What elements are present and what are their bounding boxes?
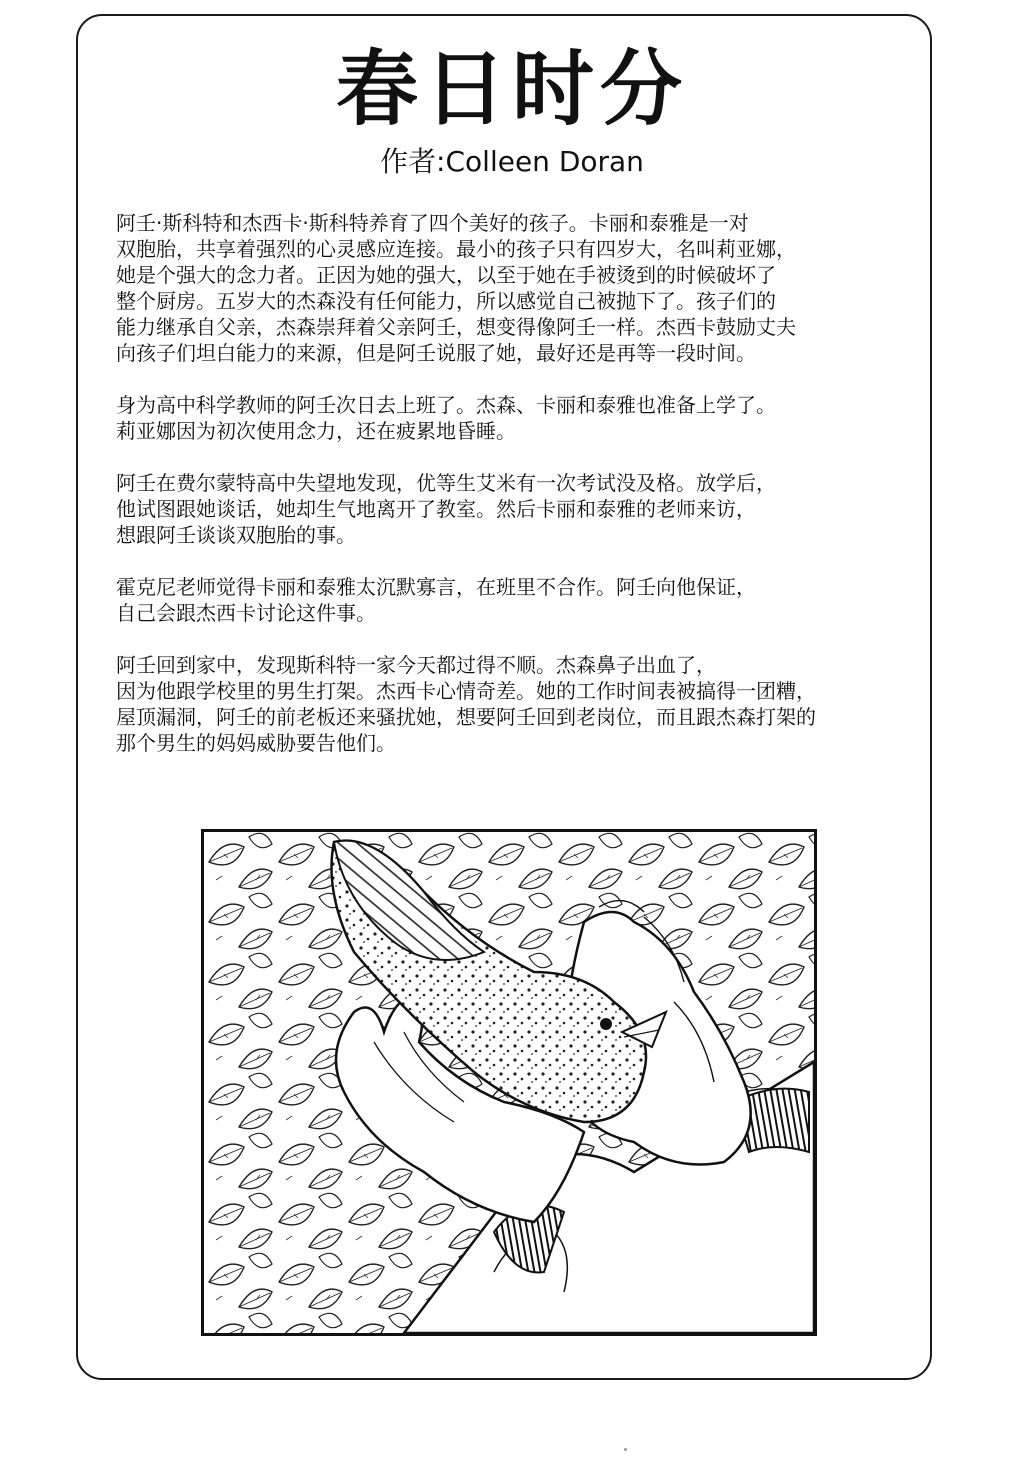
story-summary (116, 210, 916, 782)
illustration-drawing (204, 832, 814, 1333)
paragraph-2: 身为高中科学教师的阿壬次日去上班了。杰森、卡丽和泰雅也准备上学了。 莉亚娜因为初次使用念力，还在疲累地昏睡。 (116, 393, 776, 443)
scan-speck (624, 1448, 627, 1451)
bird-in-hands-illustration (201, 829, 817, 1336)
page-title: 春日时分 (335, 42, 688, 137)
paragraph-3: 阿壬在费尔蒙特高中失望地发现，优等生艾米有一次考试没及格。放学后， 他试图跟她谈话，她却生气地离开了教室。然后卡丽和泰雅的老师来访， 想跟阿壬谈谈双胞胎的事。 (116, 471, 776, 547)
paragraph-4: 霍克尼老师觉得卡丽和泰雅太沉默寡言，在班里不合作。阿壬向他保证， 自己会跟杰西卡讨论这件事。 (116, 575, 756, 625)
paragraph-1: 阿壬·斯科特和杰西卡·斯科特养育了四个美好的孩子。卡丽和泰雅是一对 双胞胎，共享着强烈的心灵感应连接。最小的孩子只有四岁大，名叫莉亚娜， 她是个强大的念力者。正因为她的强大，以至于她在手被烫到的时候破坏了 整个厨房。五岁大的杰森没有任何能力，所以感觉自己被抛下了。孩子们的 能力继承自父亲，杰森崇拜着父亲阿壬，想变得像阿壬一样。杰西卡鼓励丈夫 向孩子们坦白能力的来源，但是阿壬说服了她，最好还是再等一段时间。 (116, 211, 796, 365)
author-line: 作者:Colleen Doran (380, 145, 644, 178)
paragraph-5: 阿壬回到家中，发现斯科特一家今天都过得不顺。杰森鼻子出血了， 因为他跟学校里的男生打架。杰西卡心情奇差。她的工作时间表被搞得一团糟， 屋顶漏洞，阿壬的前老板还来骚扰她，想要阿壬回到老岗位，而且跟杰森打架的 那个男生的妈妈威胁要告他们。 (116, 653, 816, 755)
